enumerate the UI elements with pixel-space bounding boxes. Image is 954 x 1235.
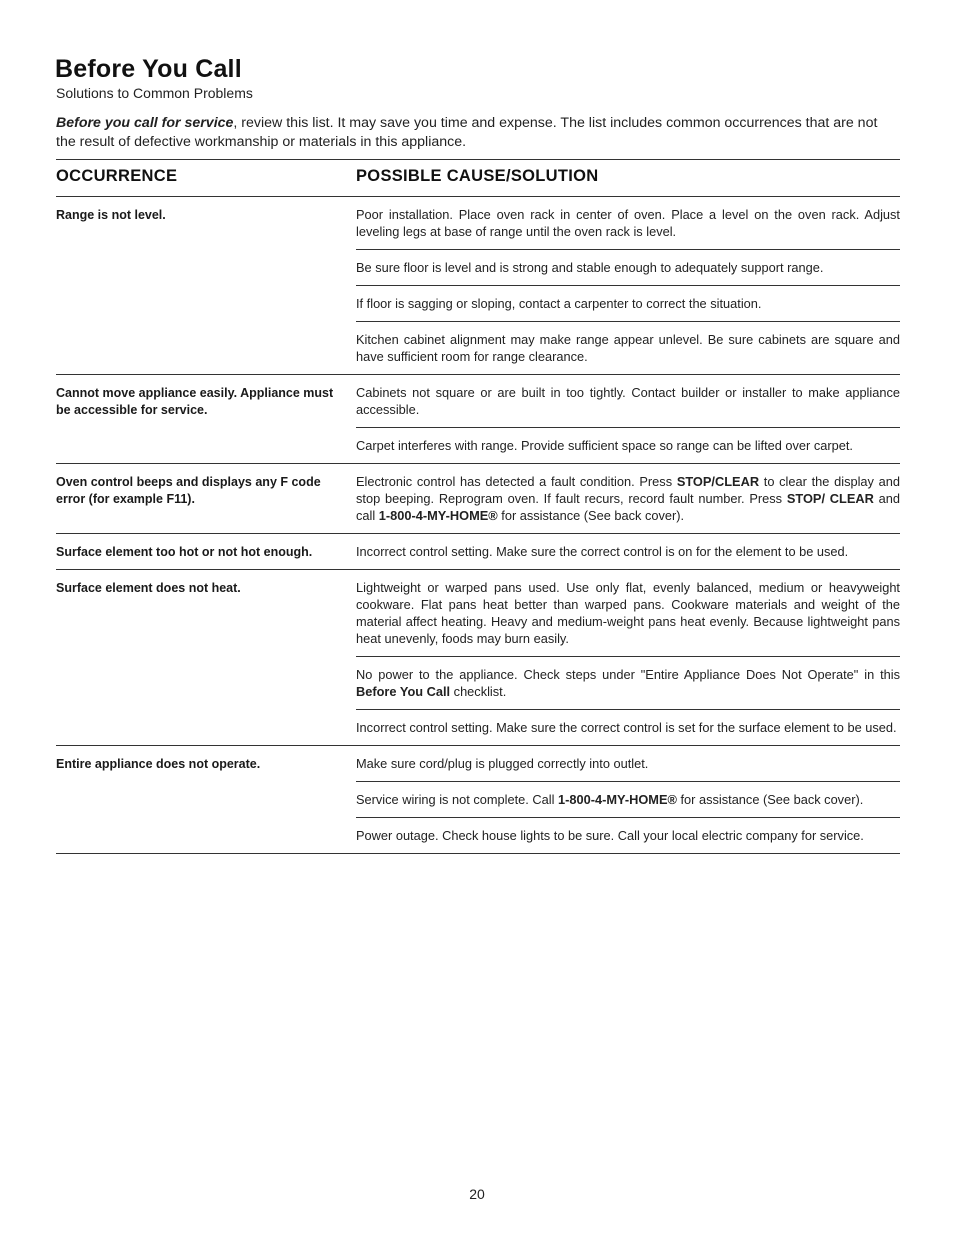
occurrence-label: Cannot move appliance easily. Appliance must be accessible for service. xyxy=(56,386,334,417)
solution-text: checklist. xyxy=(450,684,507,699)
solution-emphasis: 1-800-4-MY-HOME® xyxy=(557,792,677,807)
solution-item xyxy=(356,657,900,710)
solution-item xyxy=(356,375,900,428)
solution-text: Incorrect control setting. Make sure the correct control is on for the element to be used. xyxy=(356,544,849,559)
solution-text: for assistance (See back cover). xyxy=(497,508,685,523)
problem-group xyxy=(56,464,900,534)
solution-text: Electronic control has detected a fault condition. Press xyxy=(356,474,677,489)
occurrence-label: Range is not level. xyxy=(56,208,166,222)
solution-text: Power outage. Check house lights to be sure. Call your local electric company for service. xyxy=(356,828,864,843)
solution-item xyxy=(356,710,900,745)
solution-text: Be sure floor is level and is strong and stable enough to adequately support range. xyxy=(356,260,824,275)
solution-text: Kitchen cabinet alignment may make range appear unlevel. Be sure cabinets are square and have sufficient room for range clearance. xyxy=(356,332,900,364)
page-number: 20 xyxy=(469,1186,485,1202)
occurrence-label: Surface element does not heat. xyxy=(56,581,241,595)
solution-item xyxy=(356,782,900,818)
intro-text: , review this list. It may save you time and expense. The list includes common occurrences that are not the result of defective workmanship or materials in this appliance. xyxy=(56,115,878,150)
solution-list xyxy=(356,464,900,533)
solution-item xyxy=(356,250,900,286)
page-subtitle: Solutions to Common Problems xyxy=(56,85,253,101)
intro-paragraph xyxy=(56,114,901,152)
solution-item xyxy=(356,428,900,463)
solution-text: for assistance (See back cover). xyxy=(676,792,864,807)
intro-lead: Before you call for service xyxy=(56,115,234,131)
solution-emphasis: STOP/CLEAR xyxy=(676,474,760,489)
solution-list xyxy=(356,570,900,745)
problem-group xyxy=(56,570,900,746)
troubleshooting-table xyxy=(56,197,900,854)
solution-item xyxy=(356,534,900,569)
solution-list xyxy=(356,197,900,374)
solution-text: Carpet interferes with range. Provide sufficient space so range can be lifted over carpet. xyxy=(356,438,853,453)
solution-list xyxy=(356,375,900,463)
solution-emphasis: STOP/ CLEAR xyxy=(786,491,874,506)
solution-text: Make sure cord/plug is plugged correctly into outlet. xyxy=(356,756,649,771)
solution-text: No power to the appliance. Check steps under "Entire Appliance Does Not Operate" in this xyxy=(356,667,900,682)
solution-item xyxy=(356,746,900,782)
solution-text: Poor installation. Place oven rack in center of oven. Place a level on the oven rack. Adjust leveling legs at base of range until the oven rack is level. xyxy=(356,207,900,239)
solution-item xyxy=(356,818,900,853)
occurrence-label: Oven control beeps and displays any F code error (for example F11). xyxy=(56,475,321,506)
solution-list xyxy=(356,746,900,853)
solution-text: Lightweight or warped pans used. Use only flat, evenly balanced, medium or heavyweight cookware. Flat pans heat better than warped pans. Cookware materials and weight of the material affect heating. Heavy and medium-weight pans heat evenly. Because lightweight pans heat unevenly, foods may burn easily. xyxy=(356,580,900,646)
solution-list xyxy=(356,534,900,569)
solution-text: Service wiring is not complete. Call xyxy=(356,792,558,807)
page-title: Before You Call xyxy=(55,55,242,83)
solution-item xyxy=(356,570,900,657)
solution-text: If floor is sagging or sloping, contact a carpenter to correct the situation. xyxy=(356,296,762,311)
solution-item xyxy=(356,464,900,533)
solution-item xyxy=(356,286,900,322)
solution-text: and call xyxy=(356,491,900,523)
solution-item xyxy=(356,197,900,250)
top-divider xyxy=(56,159,900,160)
solution-emphasis: 1-800-4-MY-HOME® xyxy=(378,508,498,523)
occurrence-column-header: OCCURRENCE xyxy=(56,167,178,185)
occurrence-label: Entire appliance does not operate. xyxy=(56,757,261,771)
problem-group xyxy=(56,534,900,570)
problem-group xyxy=(56,197,900,375)
problem-group xyxy=(56,746,900,854)
occurrence-label: Surface element too hot or not hot enough. xyxy=(56,545,313,559)
solution-item xyxy=(356,322,900,374)
solution-column-header: POSSIBLE CAUSE/SOLUTION xyxy=(356,167,599,185)
solution-emphasis: Before You Call xyxy=(356,684,451,699)
solution-text: Cabinets not square or are built in too tightly. Contact builder or installer to make appliance accessible. xyxy=(356,385,900,417)
problem-group xyxy=(56,375,900,464)
solution-text: Incorrect control setting. Make sure the correct control is set for the surface element to be used. xyxy=(356,720,897,735)
solution-text: to clear the display and stop beeping. Reprogram oven. If fault recurs, record fault number. Press xyxy=(356,474,900,506)
